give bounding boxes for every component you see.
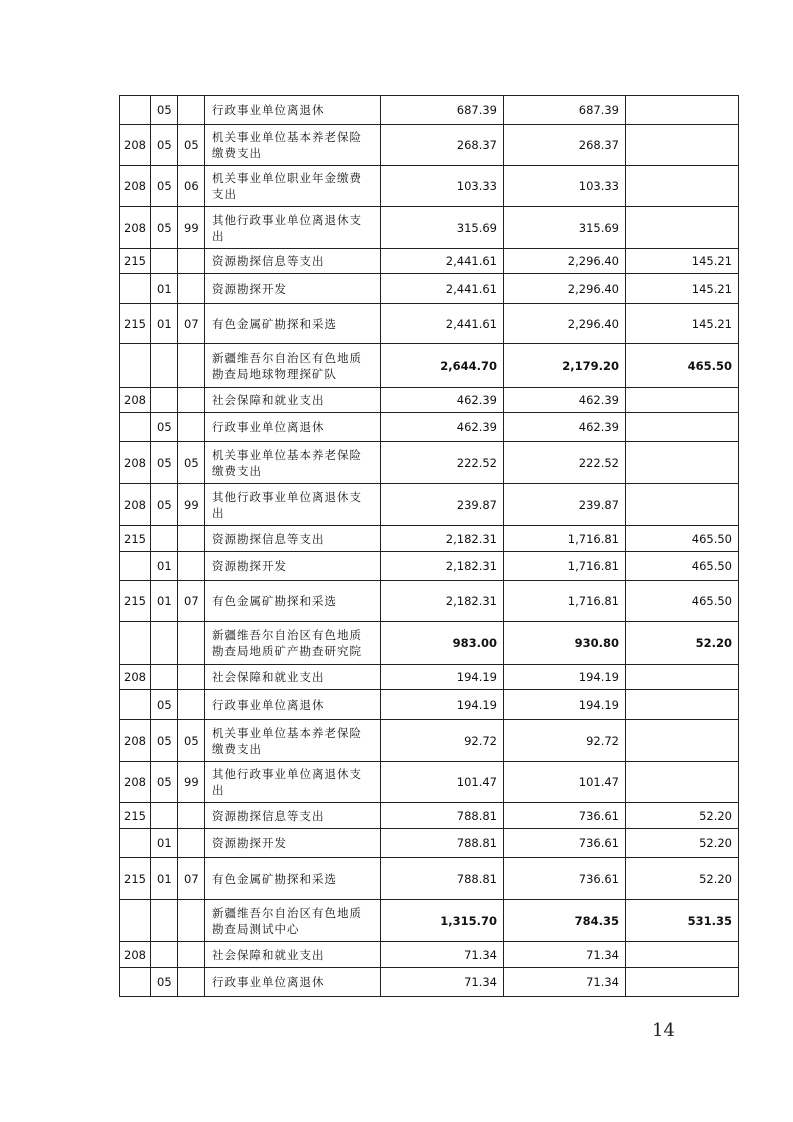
total-amount-cell: 239.87 xyxy=(381,484,504,526)
code-cell-class xyxy=(120,829,151,858)
basic-expenditure-cell: 2,296.40 xyxy=(504,249,626,274)
code-cell-subitem xyxy=(178,526,205,552)
table-row xyxy=(120,207,739,249)
basic-expenditure-cell: 222.52 xyxy=(504,442,626,484)
code-cell-subitem xyxy=(178,274,205,304)
code-cell-item: 05 xyxy=(151,96,178,125)
code-cell-class: 208 xyxy=(120,942,151,968)
table-row xyxy=(120,803,739,829)
project-expenditure-cell: 52.20 xyxy=(626,622,739,665)
basic-expenditure-cell: 71.34 xyxy=(504,942,626,968)
total-amount-cell: 268.37 xyxy=(381,125,504,166)
basic-expenditure-cell: 2,179.20 xyxy=(504,344,626,388)
total-amount-cell: 71.34 xyxy=(381,968,504,997)
total-amount-cell: 2,441.61 xyxy=(381,274,504,304)
basic-expenditure-cell: 194.19 xyxy=(504,665,626,690)
subject-name-cell: 新疆维吾尔自治区有色地质勘查局地质矿产勘查研究院 xyxy=(205,622,381,665)
subject-name-cell: 有色金属矿勘探和采选 xyxy=(205,304,381,344)
project-expenditure-cell xyxy=(626,968,739,997)
code-cell-item xyxy=(151,900,178,942)
code-cell-item xyxy=(151,803,178,829)
project-expenditure-cell: 52.20 xyxy=(626,829,739,858)
code-cell-subitem: 06 xyxy=(178,166,205,207)
subject-name-cell: 社会保障和就业支出 xyxy=(205,388,381,413)
code-cell-class xyxy=(120,274,151,304)
basic-expenditure-cell: 462.39 xyxy=(504,388,626,413)
code-cell-class: 215 xyxy=(120,526,151,552)
code-cell-subitem xyxy=(178,249,205,274)
code-cell-item: 01 xyxy=(151,304,178,344)
project-expenditure-cell xyxy=(626,665,739,690)
code-cell-class: 208 xyxy=(120,442,151,484)
code-cell-class: 215 xyxy=(120,581,151,622)
code-cell-class: 208 xyxy=(120,125,151,166)
code-cell-class: 215 xyxy=(120,249,151,274)
table-row xyxy=(120,166,739,207)
total-amount-cell: 2,644.70 xyxy=(381,344,504,388)
code-cell-subitem xyxy=(178,900,205,942)
total-amount-cell: 2,182.31 xyxy=(381,526,504,552)
table-row xyxy=(120,274,739,304)
total-amount-cell: 983.00 xyxy=(381,622,504,665)
table-row xyxy=(120,762,739,803)
subject-name-cell: 行政事业单位离退休 xyxy=(205,96,381,125)
project-expenditure-cell: 52.20 xyxy=(626,803,739,829)
project-expenditure-cell xyxy=(626,762,739,803)
code-cell-subitem xyxy=(178,96,205,125)
subject-name-cell: 行政事业单位离退休 xyxy=(205,968,381,997)
subject-name-cell: 资源勘探信息等支出 xyxy=(205,249,381,274)
project-expenditure-cell xyxy=(626,484,739,526)
code-cell-subitem: 07 xyxy=(178,858,205,900)
subject-name-cell: 资源勘探开发 xyxy=(205,829,381,858)
basic-expenditure-cell: 687.39 xyxy=(504,96,626,125)
total-amount-cell: 1,315.70 xyxy=(381,900,504,942)
subject-name-cell: 新疆维吾尔自治区有色地质勘查局地球物理探矿队 xyxy=(205,344,381,388)
basic-expenditure-cell: 194.19 xyxy=(504,690,626,720)
total-amount-cell: 222.52 xyxy=(381,442,504,484)
subject-name-cell: 机关事业单位基本养老保险缴费支出 xyxy=(205,442,381,484)
project-expenditure-cell xyxy=(626,413,739,442)
code-cell-subitem xyxy=(178,622,205,665)
code-cell-class: 208 xyxy=(120,665,151,690)
code-cell-subitem xyxy=(178,968,205,997)
subject-name-cell: 资源勘探信息等支出 xyxy=(205,803,381,829)
table-row xyxy=(120,442,739,484)
table-row xyxy=(120,304,739,344)
project-expenditure-cell: 465.50 xyxy=(626,344,739,388)
table-row xyxy=(120,526,739,552)
project-expenditure-cell xyxy=(626,207,739,249)
total-amount-cell: 194.19 xyxy=(381,665,504,690)
basic-expenditure-cell: 1,716.81 xyxy=(504,552,626,581)
code-cell-item xyxy=(151,388,178,413)
code-cell-class: 208 xyxy=(120,207,151,249)
table-row xyxy=(120,413,739,442)
code-cell-subitem xyxy=(178,552,205,581)
code-cell-class: 208 xyxy=(120,762,151,803)
project-expenditure-cell xyxy=(626,388,739,413)
code-cell-item: 05 xyxy=(151,207,178,249)
subject-name-cell: 有色金属矿勘探和采选 xyxy=(205,858,381,900)
code-cell-class: 208 xyxy=(120,720,151,762)
subject-name-cell: 资源勘探开发 xyxy=(205,274,381,304)
table-row xyxy=(120,968,739,997)
code-cell-item: 05 xyxy=(151,968,178,997)
project-expenditure-cell xyxy=(626,942,739,968)
code-cell-item: 01 xyxy=(151,829,178,858)
project-expenditure-cell: 531.35 xyxy=(626,900,739,942)
table-row xyxy=(120,829,739,858)
table-row xyxy=(120,125,739,166)
code-cell-item: 05 xyxy=(151,762,178,803)
code-cell-item: 05 xyxy=(151,125,178,166)
basic-expenditure-cell: 2,296.40 xyxy=(504,304,626,344)
total-amount-cell: 2,441.61 xyxy=(381,304,504,344)
table-row xyxy=(120,942,739,968)
table-row xyxy=(120,249,739,274)
basic-expenditure-cell: 2,296.40 xyxy=(504,274,626,304)
budget-table xyxy=(119,95,739,997)
basic-expenditure-cell: 315.69 xyxy=(504,207,626,249)
project-expenditure-cell: 465.50 xyxy=(626,552,739,581)
code-cell-item: 05 xyxy=(151,690,178,720)
project-expenditure-cell xyxy=(626,96,739,125)
budget-table-body xyxy=(120,96,739,997)
basic-expenditure-cell: 930.80 xyxy=(504,622,626,665)
subject-name-cell: 新疆维吾尔自治区有色地质勘查局测试中心 xyxy=(205,900,381,942)
total-amount-cell: 462.39 xyxy=(381,388,504,413)
project-expenditure-cell xyxy=(626,166,739,207)
total-amount-cell: 687.39 xyxy=(381,96,504,125)
subject-name-cell: 机关事业单位基本养老保险缴费支出 xyxy=(205,720,381,762)
subject-name-cell: 机关事业单位职业年金缴费支出 xyxy=(205,166,381,207)
code-cell-item: 05 xyxy=(151,166,178,207)
code-cell-subitem: 05 xyxy=(178,442,205,484)
subject-name-cell: 其他行政事业单位离退休支出 xyxy=(205,762,381,803)
total-amount-cell: 462.39 xyxy=(381,413,504,442)
code-cell-item xyxy=(151,665,178,690)
project-expenditure-cell xyxy=(626,125,739,166)
basic-expenditure-cell: 462.39 xyxy=(504,413,626,442)
project-expenditure-cell xyxy=(626,690,739,720)
total-amount-cell: 101.47 xyxy=(381,762,504,803)
total-amount-cell: 315.69 xyxy=(381,207,504,249)
basic-expenditure-cell: 71.34 xyxy=(504,968,626,997)
subject-name-cell: 其他行政事业单位离退休支出 xyxy=(205,207,381,249)
subject-name-cell: 资源勘探信息等支出 xyxy=(205,526,381,552)
code-cell-item xyxy=(151,526,178,552)
code-cell-class xyxy=(120,900,151,942)
table-row xyxy=(120,344,739,388)
basic-expenditure-cell: 784.35 xyxy=(504,900,626,942)
code-cell-subitem xyxy=(178,665,205,690)
subject-name-cell: 资源勘探开发 xyxy=(205,552,381,581)
subject-name-cell: 有色金属矿勘探和采选 xyxy=(205,581,381,622)
total-amount-cell: 103.33 xyxy=(381,166,504,207)
code-cell-subitem xyxy=(178,690,205,720)
table-row xyxy=(120,388,739,413)
table-row xyxy=(120,622,739,665)
code-cell-item: 01 xyxy=(151,274,178,304)
project-expenditure-cell: 145.21 xyxy=(626,249,739,274)
project-expenditure-cell: 465.50 xyxy=(626,581,739,622)
subject-name-cell: 行政事业单位离退休 xyxy=(205,690,381,720)
project-expenditure-cell: 145.21 xyxy=(626,304,739,344)
code-cell-class xyxy=(120,413,151,442)
basic-expenditure-cell: 103.33 xyxy=(504,166,626,207)
code-cell-subitem: 99 xyxy=(178,762,205,803)
subject-name-cell: 行政事业单位离退休 xyxy=(205,413,381,442)
code-cell-subitem: 99 xyxy=(178,484,205,526)
table-row xyxy=(120,665,739,690)
project-expenditure-cell xyxy=(626,442,739,484)
project-expenditure-cell: 52.20 xyxy=(626,858,739,900)
basic-expenditure-cell: 736.61 xyxy=(504,829,626,858)
table-row xyxy=(120,552,739,581)
subject-name-cell: 其他行政事业单位离退休支出 xyxy=(205,484,381,526)
project-expenditure-cell: 145.21 xyxy=(626,274,739,304)
total-amount-cell: 788.81 xyxy=(381,803,504,829)
basic-expenditure-cell: 736.61 xyxy=(504,803,626,829)
code-cell-class xyxy=(120,344,151,388)
total-amount-cell: 71.34 xyxy=(381,942,504,968)
code-cell-class xyxy=(120,552,151,581)
basic-expenditure-cell: 239.87 xyxy=(504,484,626,526)
code-cell-class: 215 xyxy=(120,858,151,900)
code-cell-class xyxy=(120,690,151,720)
code-cell-item: 05 xyxy=(151,484,178,526)
basic-expenditure-cell: 1,716.81 xyxy=(504,526,626,552)
code-cell-item xyxy=(151,622,178,665)
project-expenditure-cell: 465.50 xyxy=(626,526,739,552)
code-cell-class: 208 xyxy=(120,388,151,413)
table-row xyxy=(120,96,739,125)
project-expenditure-cell xyxy=(626,720,739,762)
code-cell-item: 01 xyxy=(151,581,178,622)
code-cell-item xyxy=(151,344,178,388)
table-row xyxy=(120,581,739,622)
table-row xyxy=(120,720,739,762)
basic-expenditure-cell: 92.72 xyxy=(504,720,626,762)
code-cell-subitem: 05 xyxy=(178,125,205,166)
table-row xyxy=(120,484,739,526)
code-cell-class: 215 xyxy=(120,304,151,344)
total-amount-cell: 2,182.31 xyxy=(381,552,504,581)
total-amount-cell: 2,441.61 xyxy=(381,249,504,274)
code-cell-item: 05 xyxy=(151,442,178,484)
table-row xyxy=(120,858,739,900)
code-cell-subitem xyxy=(178,803,205,829)
code-cell-subitem xyxy=(178,344,205,388)
total-amount-cell: 194.19 xyxy=(381,690,504,720)
code-cell-subitem: 07 xyxy=(178,304,205,344)
code-cell-subitem xyxy=(178,829,205,858)
page-number: 14 xyxy=(652,1020,675,1041)
basic-expenditure-cell: 268.37 xyxy=(504,125,626,166)
total-amount-cell: 788.81 xyxy=(381,829,504,858)
code-cell-subitem: 07 xyxy=(178,581,205,622)
total-amount-cell: 92.72 xyxy=(381,720,504,762)
code-cell-class xyxy=(120,96,151,125)
subject-name-cell: 社会保障和就业支出 xyxy=(205,942,381,968)
code-cell-item xyxy=(151,942,178,968)
code-cell-item xyxy=(151,249,178,274)
code-cell-class: 208 xyxy=(120,484,151,526)
code-cell-class xyxy=(120,968,151,997)
code-cell-subitem xyxy=(178,942,205,968)
basic-expenditure-cell: 1,716.81 xyxy=(504,581,626,622)
subject-name-cell: 机关事业单位基本养老保险缴费支出 xyxy=(205,125,381,166)
code-cell-subitem xyxy=(178,388,205,413)
code-cell-class xyxy=(120,622,151,665)
code-cell-item: 01 xyxy=(151,858,178,900)
code-cell-item: 05 xyxy=(151,720,178,762)
table-row xyxy=(120,690,739,720)
code-cell-item: 05 xyxy=(151,413,178,442)
total-amount-cell: 788.81 xyxy=(381,858,504,900)
code-cell-class: 215 xyxy=(120,803,151,829)
table-row xyxy=(120,900,739,942)
code-cell-item: 01 xyxy=(151,552,178,581)
basic-expenditure-cell: 101.47 xyxy=(504,762,626,803)
code-cell-subitem: 05 xyxy=(178,720,205,762)
total-amount-cell: 2,182.31 xyxy=(381,581,504,622)
subject-name-cell: 社会保障和就业支出 xyxy=(205,665,381,690)
code-cell-subitem: 99 xyxy=(178,207,205,249)
basic-expenditure-cell: 736.61 xyxy=(504,858,626,900)
code-cell-class: 208 xyxy=(120,166,151,207)
code-cell-subitem xyxy=(178,413,205,442)
